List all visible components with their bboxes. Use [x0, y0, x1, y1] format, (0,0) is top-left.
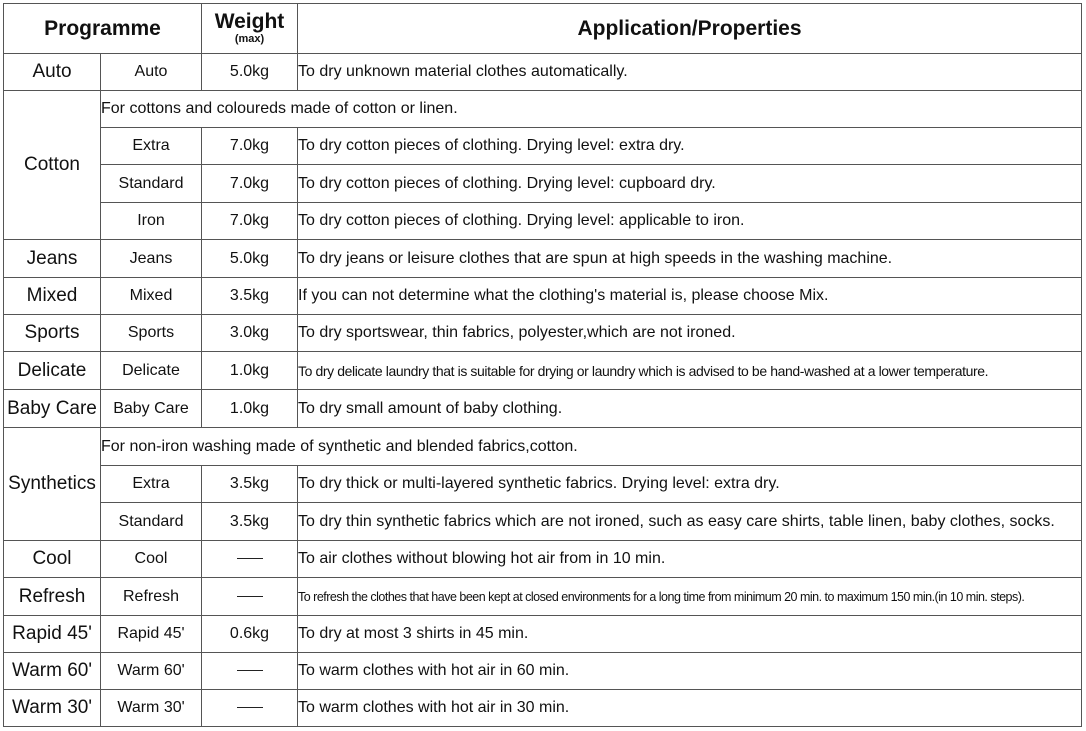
sub-programme: Auto — [101, 54, 202, 91]
description: To warm clothes with hot air in 60 min. — [298, 653, 1082, 690]
sub-programme: Delicate — [101, 352, 202, 390]
weight-value: 3.5kg — [202, 503, 298, 541]
header-weight-label: Weight — [214, 10, 285, 33]
dash-icon — [237, 558, 263, 559]
weight-value — [202, 578, 298, 616]
table-row — [4, 466, 1082, 503]
programme-name: Auto — [4, 54, 101, 91]
description: To dry unknown material clothes automatically. — [298, 54, 1082, 91]
dash-icon — [237, 596, 263, 597]
header-weight — [202, 4, 298, 54]
programme-name: Warm 60' — [4, 653, 101, 690]
programme-name: Cotton — [4, 91, 101, 240]
sub-programme: Iron — [101, 203, 202, 240]
group-note: For non-iron washing made of synthetic and blended fabrics,cotton. — [101, 428, 1082, 466]
sub-programme: Extra — [101, 128, 202, 165]
weight-value: 1.0kg — [202, 352, 298, 390]
description: To dry cotton pieces of clothing. Drying level: applicable to iron. — [298, 203, 1082, 240]
programme-name: Synthetics — [4, 428, 101, 541]
programme-name: Rapid 45' — [4, 616, 101, 653]
table-row — [4, 91, 1082, 128]
table-row — [4, 54, 1082, 91]
table-row — [4, 128, 1082, 165]
description: To dry cotton pieces of clothing. Drying level: extra dry. — [298, 128, 1082, 165]
weight-value: 7.0kg — [202, 165, 298, 203]
description: To air clothes without blowing hot air from in 10 min. — [298, 541, 1082, 578]
weight-value: 5.0kg — [202, 240, 298, 278]
weight-value: 3.5kg — [202, 278, 298, 315]
sub-programme: Sports — [101, 315, 202, 352]
sub-programme: Warm 60' — [101, 653, 202, 690]
sub-programme: Standard — [101, 503, 202, 541]
description: If you can not determine what the clothing's material is, please choose Mix. — [298, 278, 1082, 315]
programme-name: Delicate — [4, 352, 101, 390]
description: To dry sportswear, thin fabrics, polyester,which are not ironed. — [298, 315, 1082, 352]
dash-icon — [237, 707, 263, 708]
weight-value: 7.0kg — [202, 128, 298, 165]
programme-name: Baby Care — [4, 390, 101, 428]
sub-programme: Baby Care — [101, 390, 202, 428]
table-row — [4, 315, 1082, 352]
table-row — [4, 616, 1082, 653]
table-row — [4, 165, 1082, 203]
description: To dry jeans or leisure clothes that are spun at high speeds in the washing machine. — [298, 240, 1082, 278]
weight-value: 5.0kg — [202, 54, 298, 91]
description: To dry cotton pieces of clothing. Drying level: cupboard dry. — [298, 165, 1082, 203]
table-row — [4, 578, 1082, 616]
weight-value — [202, 690, 298, 727]
table-row — [4, 278, 1082, 315]
description: To warm clothes with hot air in 30 min. — [298, 690, 1082, 727]
header-row — [4, 4, 1082, 54]
programme-name: Mixed — [4, 278, 101, 315]
weight-value: 0.6kg — [202, 616, 298, 653]
programme-name: Cool — [4, 541, 101, 578]
table-row — [4, 428, 1082, 466]
sub-programme: Standard — [101, 165, 202, 203]
programme-table — [3, 3, 1082, 727]
description: To dry small amount of baby clothing. — [298, 390, 1082, 428]
table-row — [4, 503, 1082, 541]
weight-value — [202, 653, 298, 690]
header-programme: Programme — [4, 4, 202, 54]
sub-programme: Cool — [101, 541, 202, 578]
table-row — [4, 352, 1082, 390]
sub-programme: Refresh — [101, 578, 202, 616]
dash-icon — [237, 670, 263, 671]
header-weight-sub: (max) — [234, 33, 265, 45]
table-row — [4, 240, 1082, 278]
header-application: Application/Properties — [298, 4, 1082, 54]
table-row — [4, 653, 1082, 690]
programme-name: Warm 30' — [4, 690, 101, 727]
table-row — [4, 690, 1082, 727]
table-row — [4, 203, 1082, 240]
description: To dry at most 3 shirts in 45 min. — [298, 616, 1082, 653]
description: To dry delicate laundry that is suitable for drying or laundry which is advised to be hand-washed at a lower temperature. — [298, 352, 1082, 390]
description: To refresh the clothes that have been kept at closed environments for a long time from minimum 20 min. to maximum 150 min.(in 10 min. steps). — [298, 578, 1082, 616]
programme-name: Sports — [4, 315, 101, 352]
sub-programme: Warm 30' — [101, 690, 202, 727]
programme-name: Jeans — [4, 240, 101, 278]
programme-name: Refresh — [4, 578, 101, 616]
table-row — [4, 390, 1082, 428]
description: To dry thick or multi-layered synthetic fabrics. Drying level: extra dry. — [298, 466, 1082, 503]
sub-programme: Jeans — [101, 240, 202, 278]
description: To dry thin synthetic fabrics which are not ironed, such as easy care shirts, table linen, baby clothes, socks. — [298, 503, 1082, 541]
group-note: For cottons and coloureds made of cotton or linen. — [101, 91, 1082, 128]
table-row — [4, 541, 1082, 578]
weight-value: 3.0kg — [202, 315, 298, 352]
sub-programme: Rapid 45' — [101, 616, 202, 653]
sub-programme: Extra — [101, 466, 202, 503]
sub-programme: Mixed — [101, 278, 202, 315]
weight-value: 3.5kg — [202, 466, 298, 503]
weight-value: 1.0kg — [202, 390, 298, 428]
weight-value — [202, 541, 298, 578]
weight-value: 7.0kg — [202, 203, 298, 240]
